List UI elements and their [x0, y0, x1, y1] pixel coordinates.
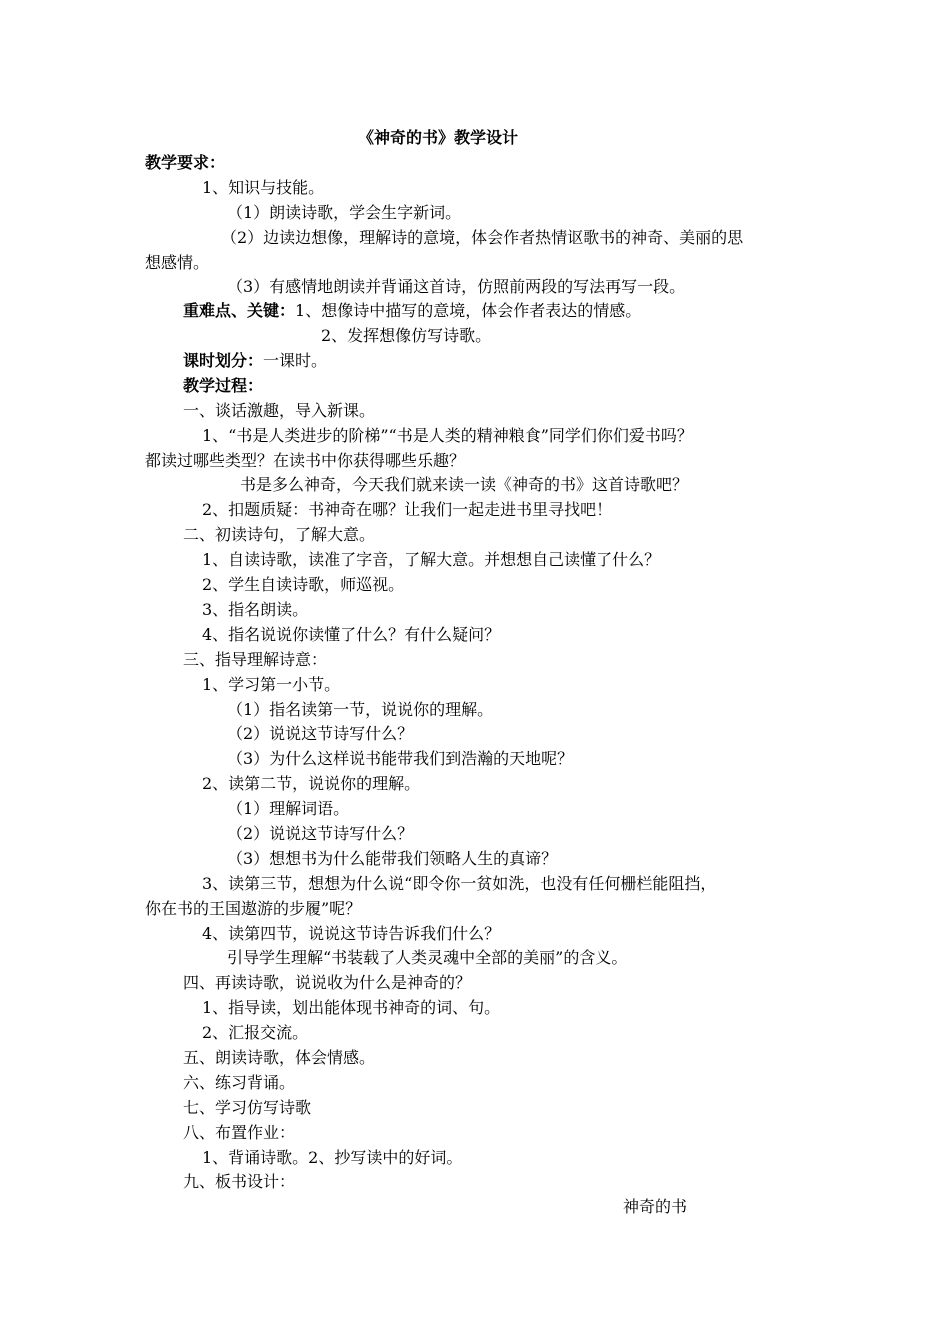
section-heading: 六、练习背诵。 — [183, 1073, 296, 1092]
step-item: 1、自读诗歌，读准了字音，了解大意。并想想自己读懂了什么？ — [202, 550, 661, 569]
period-label: 课时划分： — [183, 351, 264, 370]
step-item: 2、学生自读诗歌，师巡视。 — [202, 575, 405, 594]
section-heading: 二、初读诗句，了解大意。 — [183, 525, 376, 544]
requirement-subitem: （2）边读边想像，理解诗的意境，体会作者热情讴歌书的神奇、美丽的思 — [221, 228, 744, 247]
step-item: 1、指导读，划出能体现书神奇的词、句。 — [202, 998, 501, 1017]
section-heading: 一、谈话激趣，导入新课。 — [183, 401, 376, 420]
section-heading: 八、布置作业： — [183, 1123, 296, 1142]
step-subitem: （1）指名读第一节，说说你的理解。 — [227, 700, 494, 719]
step-subitem: （3）为什么这样说书能带我们到浩瀚的天地呢？ — [227, 749, 574, 768]
step-note: 书是多么神奇，今天我们就来读一读《神奇的书》这首诗歌吧？ — [240, 475, 689, 494]
requirement-subitem: （1）朗读诗歌，学会生字新词。 — [227, 203, 462, 222]
step-item: 2、扣题质疑：书神奇在哪？让我们一起走进书里寻找吧！ — [202, 500, 613, 519]
step-item: 4、读第四节，说说这节诗告诉我们什么？ — [202, 924, 501, 943]
step-item-continued: 你在书的王国遨游的步履”呢？ — [145, 899, 362, 918]
document-title: 《神奇的书》教学设计 — [358, 128, 519, 147]
requirement-subitem: （3）有感情地朗读并背诵这首诗，仿照前两段的写法再写一段。 — [227, 277, 686, 296]
key-points-line — [183, 301, 641, 321]
section-heading: 五、朗读诗歌，体会情感。 — [183, 1048, 376, 1067]
key-point-item: 2、发挥想像仿写诗歌。 — [321, 326, 492, 345]
key-points-label: 重难点、关键： — [183, 301, 296, 320]
step-note: 引导学生理解“书装载了人类灵魂中全部的美丽”的含义。 — [227, 948, 628, 967]
process-heading: 教学过程： — [183, 376, 264, 395]
key-point-item: 1、想像诗中描写的意境，体会作者表达的情感。 — [295, 301, 642, 320]
step-item: 3、指名朗读。 — [202, 600, 309, 619]
board-design-title: 神奇的书 — [623, 1197, 688, 1216]
step-subitem: （2）说说这节诗写什么？ — [227, 724, 414, 743]
period-line — [183, 351, 327, 371]
period-value: 一课时。 — [263, 351, 328, 370]
requirement-subitem-continued: 想感情。 — [145, 253, 210, 272]
step-item: 2、读第二节，说说你的理解。 — [202, 774, 421, 793]
requirement-item: 1、知识与技能。 — [202, 178, 325, 197]
step-item: 1、背诵诗歌。2、抄写读中的好词。 — [202, 1148, 463, 1167]
step-subitem: （3）想想书为什么能带我们领略人生的真谛？ — [227, 849, 558, 868]
step-item-continued: 都读过哪些类型？在读书中你获得哪些乐趣？ — [145, 451, 466, 470]
section-heading: 三、指导理解诗意： — [183, 650, 328, 669]
step-item: 4、指名说说你读懂了什么？有什么疑问？ — [202, 625, 501, 644]
step-subitem: （1）理解词语。 — [227, 799, 350, 818]
requirements-heading: 教学要求： — [145, 153, 226, 172]
section-heading: 四、再读诗歌，说说收为什么是神奇的？ — [183, 973, 472, 992]
step-item: 2、汇报交流。 — [202, 1023, 309, 1042]
step-item: 3、读第三节，想想为什么说“即令你一贫如洗，也没有任何栅栏能阻挡， — [202, 874, 717, 893]
section-heading: 九、板书设计： — [183, 1172, 296, 1191]
section-heading: 七、学习仿写诗歌 — [183, 1098, 312, 1117]
step-item: 1、“书是人类进步的阶梯”“书是人类的精神粮食”同学们你们爱书吗？ — [202, 426, 693, 445]
step-item: 1、学习第一小节。 — [202, 675, 341, 694]
step-subitem: （2）说说这节诗写什么？ — [227, 824, 414, 843]
